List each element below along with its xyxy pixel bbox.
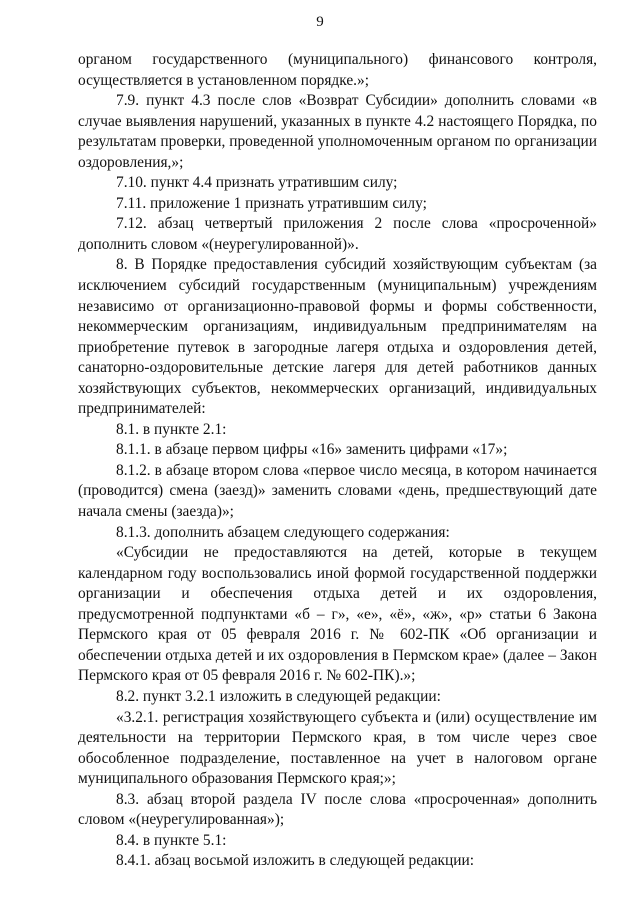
paragraph-item-8-1-1: 8.1.1. в абзаце первом цифры «16» заменить цифрами «17»; — [116, 441, 508, 459]
page-number: 9 — [316, 14, 324, 30]
paragraph-item-8-1: 8.1. в пункте 2.1: — [116, 420, 227, 438]
paragraph-item-8-1-2: 8.1.2. в абзаце втором слова «первое число месяца, в котором начинается (проводится) смена (заезд)» заменить словами «день, предшествующий дате начала смены (заезда)»; — [78, 461, 597, 521]
paragraph-item-8-4-1: 8.4.1. абзац восьмой изложить в следующей редакции: — [116, 852, 475, 870]
paragraph-item-8-4: 8.4. в пункте 5.1: — [116, 831, 227, 849]
paragraph-item-8-2: 8.2. пункт 3.2.1 изложить в следующей редакции: — [116, 687, 441, 705]
paragraph-item-8-1-3: 8.1.3. дополнить абзацем следующего содержания: — [116, 523, 450, 541]
paragraph-quote-subsidies: «Субсидии не предоставляются на детей, которые в текущем календарном году воспользовались иной формой государственной поддержки организации и обеспечения отдыха детей и их оздоровления, предусмотренной подпунктами «б – г», «е», «ё», «ж», «р» статьи 6 Закона Пермского края от 05 февраля 2016 г. № 602-ПК «Об организации и обеспечении отдыха детей и их оздоровления в Пермском крае» (далее – Закон Пермского края от 05 февраля 2016 г. № 602-ПК).»; — [78, 544, 597, 685]
paragraph-item-7-9: 7.9. пункт 4.3 после слов «Возврат Субсидии» дополнить словами «в случае выявления нарушений, указанных в пункте 4.2 настоящего Порядка, по результатам проверки, проведенной уполномоченным органом по организации оздоровления,»; — [78, 92, 597, 171]
paragraph-quote-3-2-1: «3.2.1. регистрация хозяйствующего субъекта и (или) осуществление им деятельности на территории Пермского края, в том числе через свое обособленное подразделение, поставленное на учет в налоговом органе муниципального образования Пермского края;»; — [78, 708, 597, 788]
paragraph-item-7-12: 7.12. абзац четвертый приложения 2 после слова «просроченной» дополнить словом «(неурегулированной)». — [78, 215, 597, 253]
paragraph-item-7-11: 7.11. приложение 1 признать утратившим силу; — [116, 194, 427, 212]
paragraph-item-8-3: 8.3. абзац второй раздела IV после слова «просроченная» дополнить словом «(неурегулированная»); — [78, 790, 597, 829]
paragraph-item-8: 8. В Порядке предоставления субсидий хозяйствующим субъектам (за исключением субсидий государственным (муниципальным) учреждениям независимо от организационно-правовой формы и формы собственности, некоммерческим организациям, индивидуальным предпринимателям на приобретение путевок в загородные лагеря отдыха и оздоровления детей, санаторно-оздоровительные детские лагеря для детей работников данных хозяйствующих субъектов, некоммерческих организаций, индивидуальных предпринимателей: — [78, 256, 597, 418]
paragraph-continuation: органом государственного (муниципального) финансового контроля, осуществляется в установленном порядке.»; — [78, 51, 597, 89]
paragraph-item-7-10: 7.10. пункт 4.4 признать утратившим силу; — [116, 174, 398, 192]
document-body — [78, 50, 597, 872]
